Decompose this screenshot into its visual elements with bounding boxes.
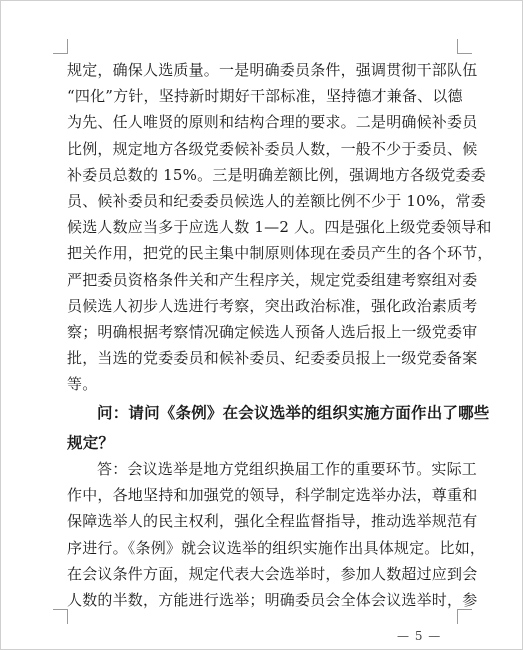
page-number: — 5 — xyxy=(397,629,442,643)
paragraph-line: 序进行。《条例》就会议选举的组织实施作出具体规定。比如， xyxy=(67,538,486,557)
question-line: 问：请问《条例》在会议选举的组织实施方面作出了哪些 xyxy=(97,403,490,422)
paragraph-line: 为先、任人唯贤的原则和结构合理的要求。二是明确候补委员 xyxy=(67,113,478,132)
paragraph-line: 员、候补委员和纪委委员候选人的差额比例不少于 10%，常委 xyxy=(67,191,486,210)
paragraph-line: “四化”方针，坚持新时期好干部标准，坚持德才兼备、以德 xyxy=(67,87,463,106)
paragraph-line: 察；明确根据考察情况确定候选人预备人选后报上一级党委审 xyxy=(67,322,478,341)
paragraph-line: 在会议条件方面，规定代表大会选举时，参加人数超过应到会 xyxy=(67,564,478,583)
paragraph-line: 批，当选的党委委员和候补委员、纪委委员报上一级党委备案 xyxy=(67,349,478,368)
answer-paragraph xyxy=(67,456,486,613)
crop-mark-bottom-right xyxy=(457,609,472,624)
paragraph-line: 等。 xyxy=(67,375,98,394)
paragraph-line: 比例，规定地方各级党委候补委员人数，一般不少于委员、候 xyxy=(67,139,478,158)
paragraph-line: 补委员总数的 15%。三是明确差额比例，强调地方各级党委委 xyxy=(67,165,486,184)
crop-mark-top-right xyxy=(457,39,472,54)
paragraph-line: 答：会议选举是地方党组织换届工作的重要环节。实际工 xyxy=(97,460,478,478)
crop-mark-bottom-left xyxy=(53,609,68,624)
crop-mark-top-left xyxy=(53,39,68,54)
question-heading xyxy=(67,398,490,458)
paragraph-line: 保障选举人的民主权利，强化全程监督指导，推动选举规范有 xyxy=(67,512,478,531)
paragraph-line: 严把委员资格条件关和产生程序关，规定党委组建考察组对委 xyxy=(67,270,478,289)
paragraph-line: 候选人数应当多于应选人数 1—2 人。四是强化上级党委领导和 xyxy=(67,218,492,237)
paragraph-line: 员候选人初步人选进行考察，突出政治标准，强化政治素质考 xyxy=(67,296,478,315)
paragraph-line: 作中，各地坚持和加强党的领导，科学制定选举办法，尊重和 xyxy=(67,486,478,505)
paragraph-1 xyxy=(67,57,493,397)
paragraph-line: 把关作用，把党的民主集中制原则体现在委员产生的各个环节， xyxy=(67,244,493,263)
paragraph-line: 人数的半数，方能进行选举；明确委员会全体会议选举时，参 xyxy=(67,590,478,609)
paragraph-line: 规定，确保人选质量。一是明确委员条件，强调贯彻干部队伍 xyxy=(67,61,478,79)
question-line: 规定？ xyxy=(67,433,115,452)
